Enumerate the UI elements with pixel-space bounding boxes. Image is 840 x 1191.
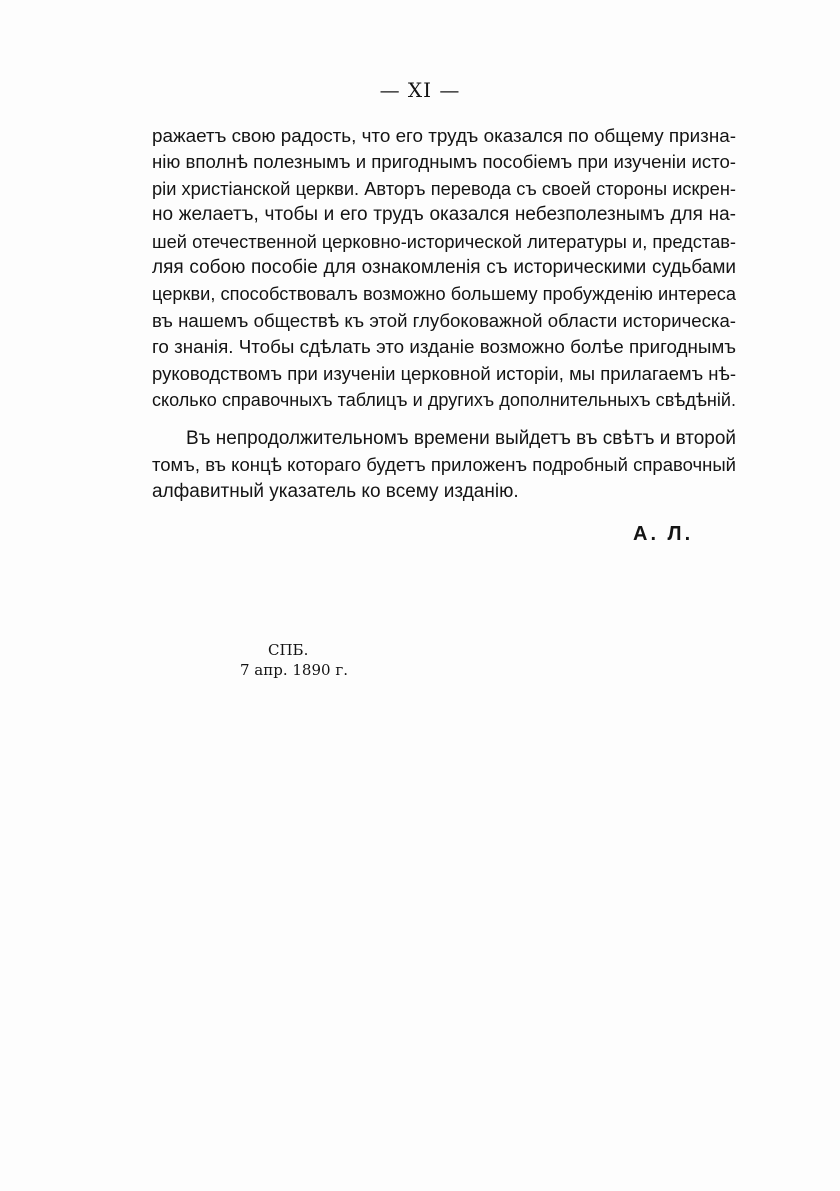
text-line: нію вполнѣ полезнымъ и пригоднымъ пособіемъ при изученіи исто- (152, 151, 736, 173)
text-line: въ нашемъ обществѣ къ этой глубоковажной области историческа- (152, 309, 736, 331)
text-line: но желаетъ, чтобы и его трудъ оказался небезполезнымъ для на- (152, 204, 736, 226)
page-number-header: — XI — (379, 78, 461, 102)
place-of-signing: СПБ. (268, 641, 309, 659)
text-line: ражаетъ свою радость, что его трудъ оказался по общему призна- (152, 125, 736, 146)
text-line: сколько справочныхъ таблицъ и другихъ дополнительныхъ свѣдѣній. (152, 389, 736, 410)
text-line: томъ, въ концѣ котораго будетъ приложенъ подробный справочный (152, 454, 736, 476)
paragraph-1 (152, 123, 736, 413)
author-signature: А. Л. (633, 523, 694, 545)
text-line: алфавитный указатель ко всему изданію. (152, 480, 519, 502)
text-line: ріи христіанской церкви. Авторъ перевода съ своей стороны искрен- (152, 177, 736, 199)
date-of-signing: 7 апр. 1890 г. (240, 661, 348, 679)
text-line: Въ непродолжительномъ времени выйдетъ въ свѣтъ и второй (186, 428, 736, 449)
text-line: го знанія. Чтобы сдѣлать это изданіе возможно болѣе пригоднымъ (152, 336, 736, 358)
text-line: руководствомъ при изученіи церковной исторіи, мы прилагаемъ нѣ- (152, 362, 736, 384)
text-line: шей отечественной церковно-исторической литературы и, представ- (152, 230, 736, 252)
text-line: ляя собою пособіе для ознакомленія съ историческими судьбами (152, 256, 736, 278)
text-line: церкви, способствовалъ возможно большему пробужденію интереса (152, 284, 736, 305)
paragraph-2 (152, 426, 736, 505)
